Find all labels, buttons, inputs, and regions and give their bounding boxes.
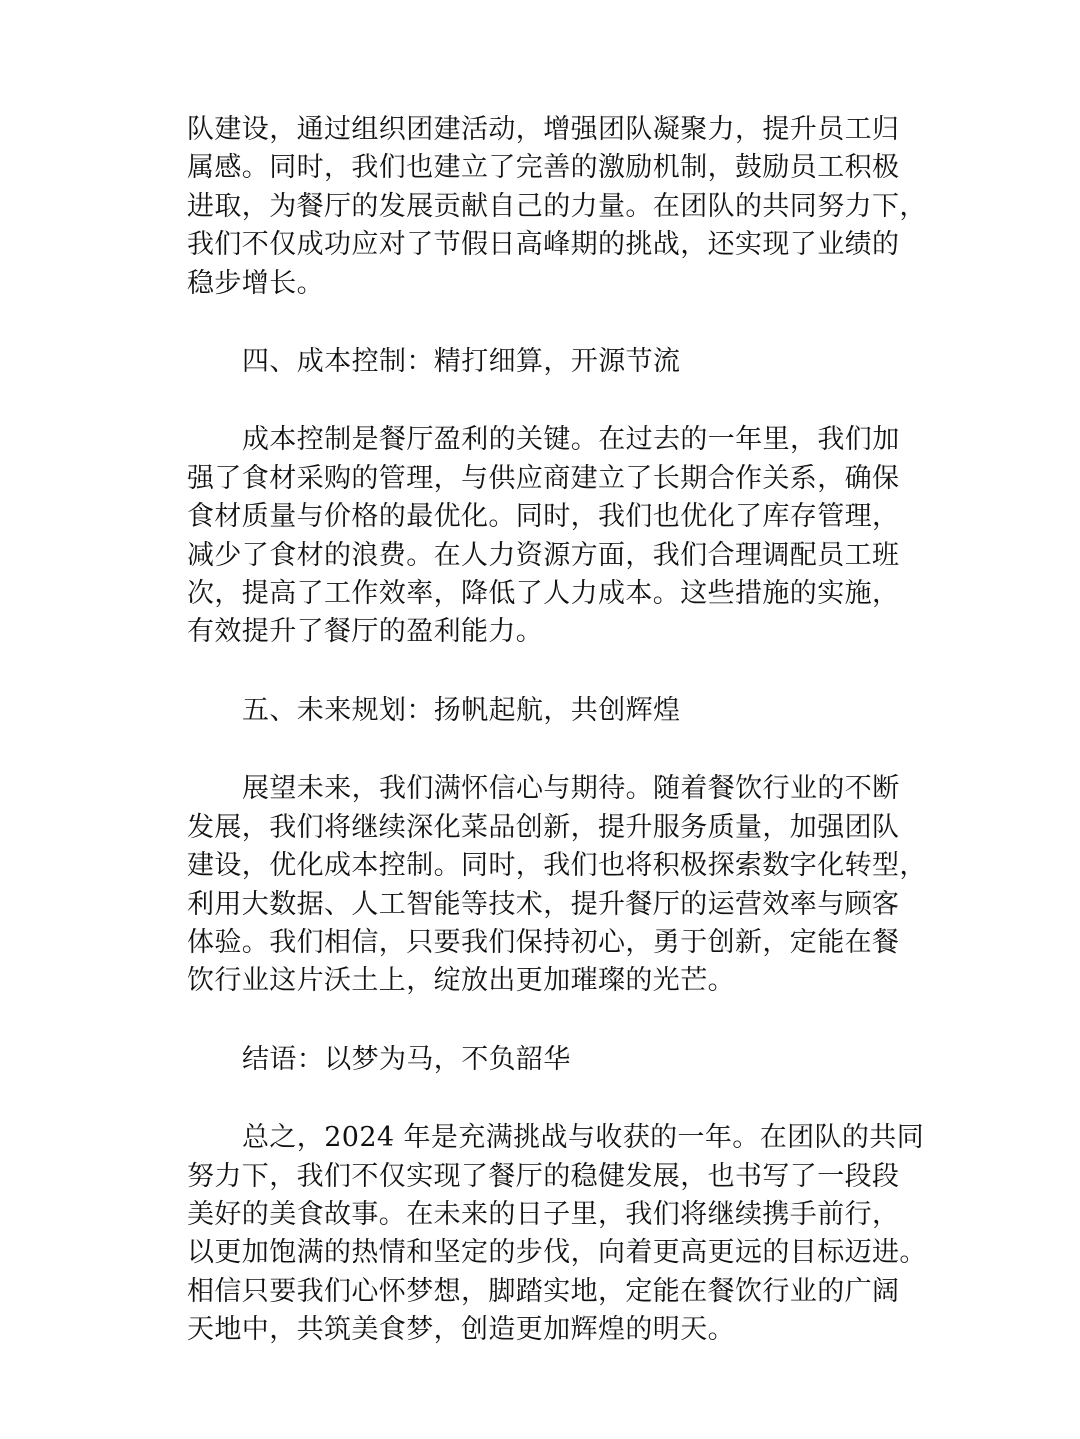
text-line: 强了食材采购的管理，与供应商建立了长期合作关系，确保 bbox=[187, 462, 900, 494]
text-line: 发展，我们将继续深化菜品创新，提升服务质量，加强团队 bbox=[187, 811, 900, 843]
text-line: 进取，为餐厅的发展贡献自己的力量。在团队的共同努力下， bbox=[187, 190, 927, 222]
text-line: 以更加饱满的热情和坚定的步伐，向着更高更远的目标迈进。 bbox=[187, 1237, 927, 1269]
section-heading-conclusion: 结语：以梦为马，不负韶华 bbox=[242, 1043, 571, 1075]
text-line: 展望未来，我们满怀信心与期待。随着餐饮行业的不断 bbox=[242, 773, 900, 805]
text-line: 次，提高了工作效率，降低了人力成本。这些措施的实施， bbox=[187, 578, 900, 610]
text-line: 属感。同时，我们也建立了完善的激励机制，鼓励员工积极 bbox=[187, 152, 900, 184]
text-line: 美好的美食故事。在未来的日子里，我们将继续携手前行， bbox=[187, 1198, 900, 1230]
spacer bbox=[187, 1001, 899, 1041]
paragraph-cost-control bbox=[187, 421, 899, 651]
text-line: 有效提升了餐厅的盈利能力。 bbox=[187, 616, 544, 648]
text-line: 天地中，共筑美食梦，创造更加辉煌的明天。 bbox=[187, 1314, 735, 1346]
document-body bbox=[187, 111, 927, 1350]
text-line: 我们不仅成功应对了节假日高峰期的挑战，还实现了业绩的 bbox=[187, 229, 900, 261]
section-heading-future-plan: 五、未来规划：扬帆起航，共创辉煌 bbox=[242, 694, 681, 726]
paragraph-future-plan bbox=[187, 770, 927, 1000]
text-line: 稳步增长。 bbox=[187, 267, 324, 299]
paragraph-conclusion bbox=[187, 1119, 927, 1349]
text-line: 饮行业这片沃土上，绽放出更加璀璨的光芒。 bbox=[187, 965, 735, 997]
text-line: 利用大数据、人工智能等技术，提升餐厅的运营效率与顾客 bbox=[187, 888, 900, 920]
spacer bbox=[187, 381, 899, 421]
spacer bbox=[187, 652, 899, 692]
paragraph-team-building bbox=[187, 111, 927, 303]
text-line: 食材质量与价格的最优化。同时，我们也优化了库存管理， bbox=[187, 501, 900, 533]
text-line: 相信只要我们心怀梦想，脚踏实地，定能在餐饮行业的广阔 bbox=[187, 1275, 900, 1307]
text-line: 建设，优化成本控制。同时，我们也将积极探索数字化转型， bbox=[187, 850, 927, 882]
text-line: 努力下，我们不仅实现了餐厅的稳健发展，也书写了一段段 bbox=[187, 1160, 900, 1192]
section-heading-cost-control: 四、成本控制：精打细算，开源节流 bbox=[242, 346, 681, 378]
spacer bbox=[187, 1079, 899, 1119]
spacer bbox=[187, 303, 899, 343]
text-line: 体验。我们相信，只要我们保持初心，勇于创新，定能在餐 bbox=[187, 926, 900, 958]
spacer bbox=[187, 730, 899, 770]
text-line: 减少了食材的浪费。在人力资源方面，我们合理调配员工班 bbox=[187, 539, 900, 571]
text-line: 总之，2024 年是充满挑战与收获的一年。在团队的共同 bbox=[242, 1122, 925, 1154]
text-line: 队建设，通过组织团建活动，增强团队凝聚力，提升员工归 bbox=[187, 114, 900, 145]
text-line: 成本控制是餐厅盈利的关键。在过去的一年里，我们加 bbox=[242, 424, 900, 456]
